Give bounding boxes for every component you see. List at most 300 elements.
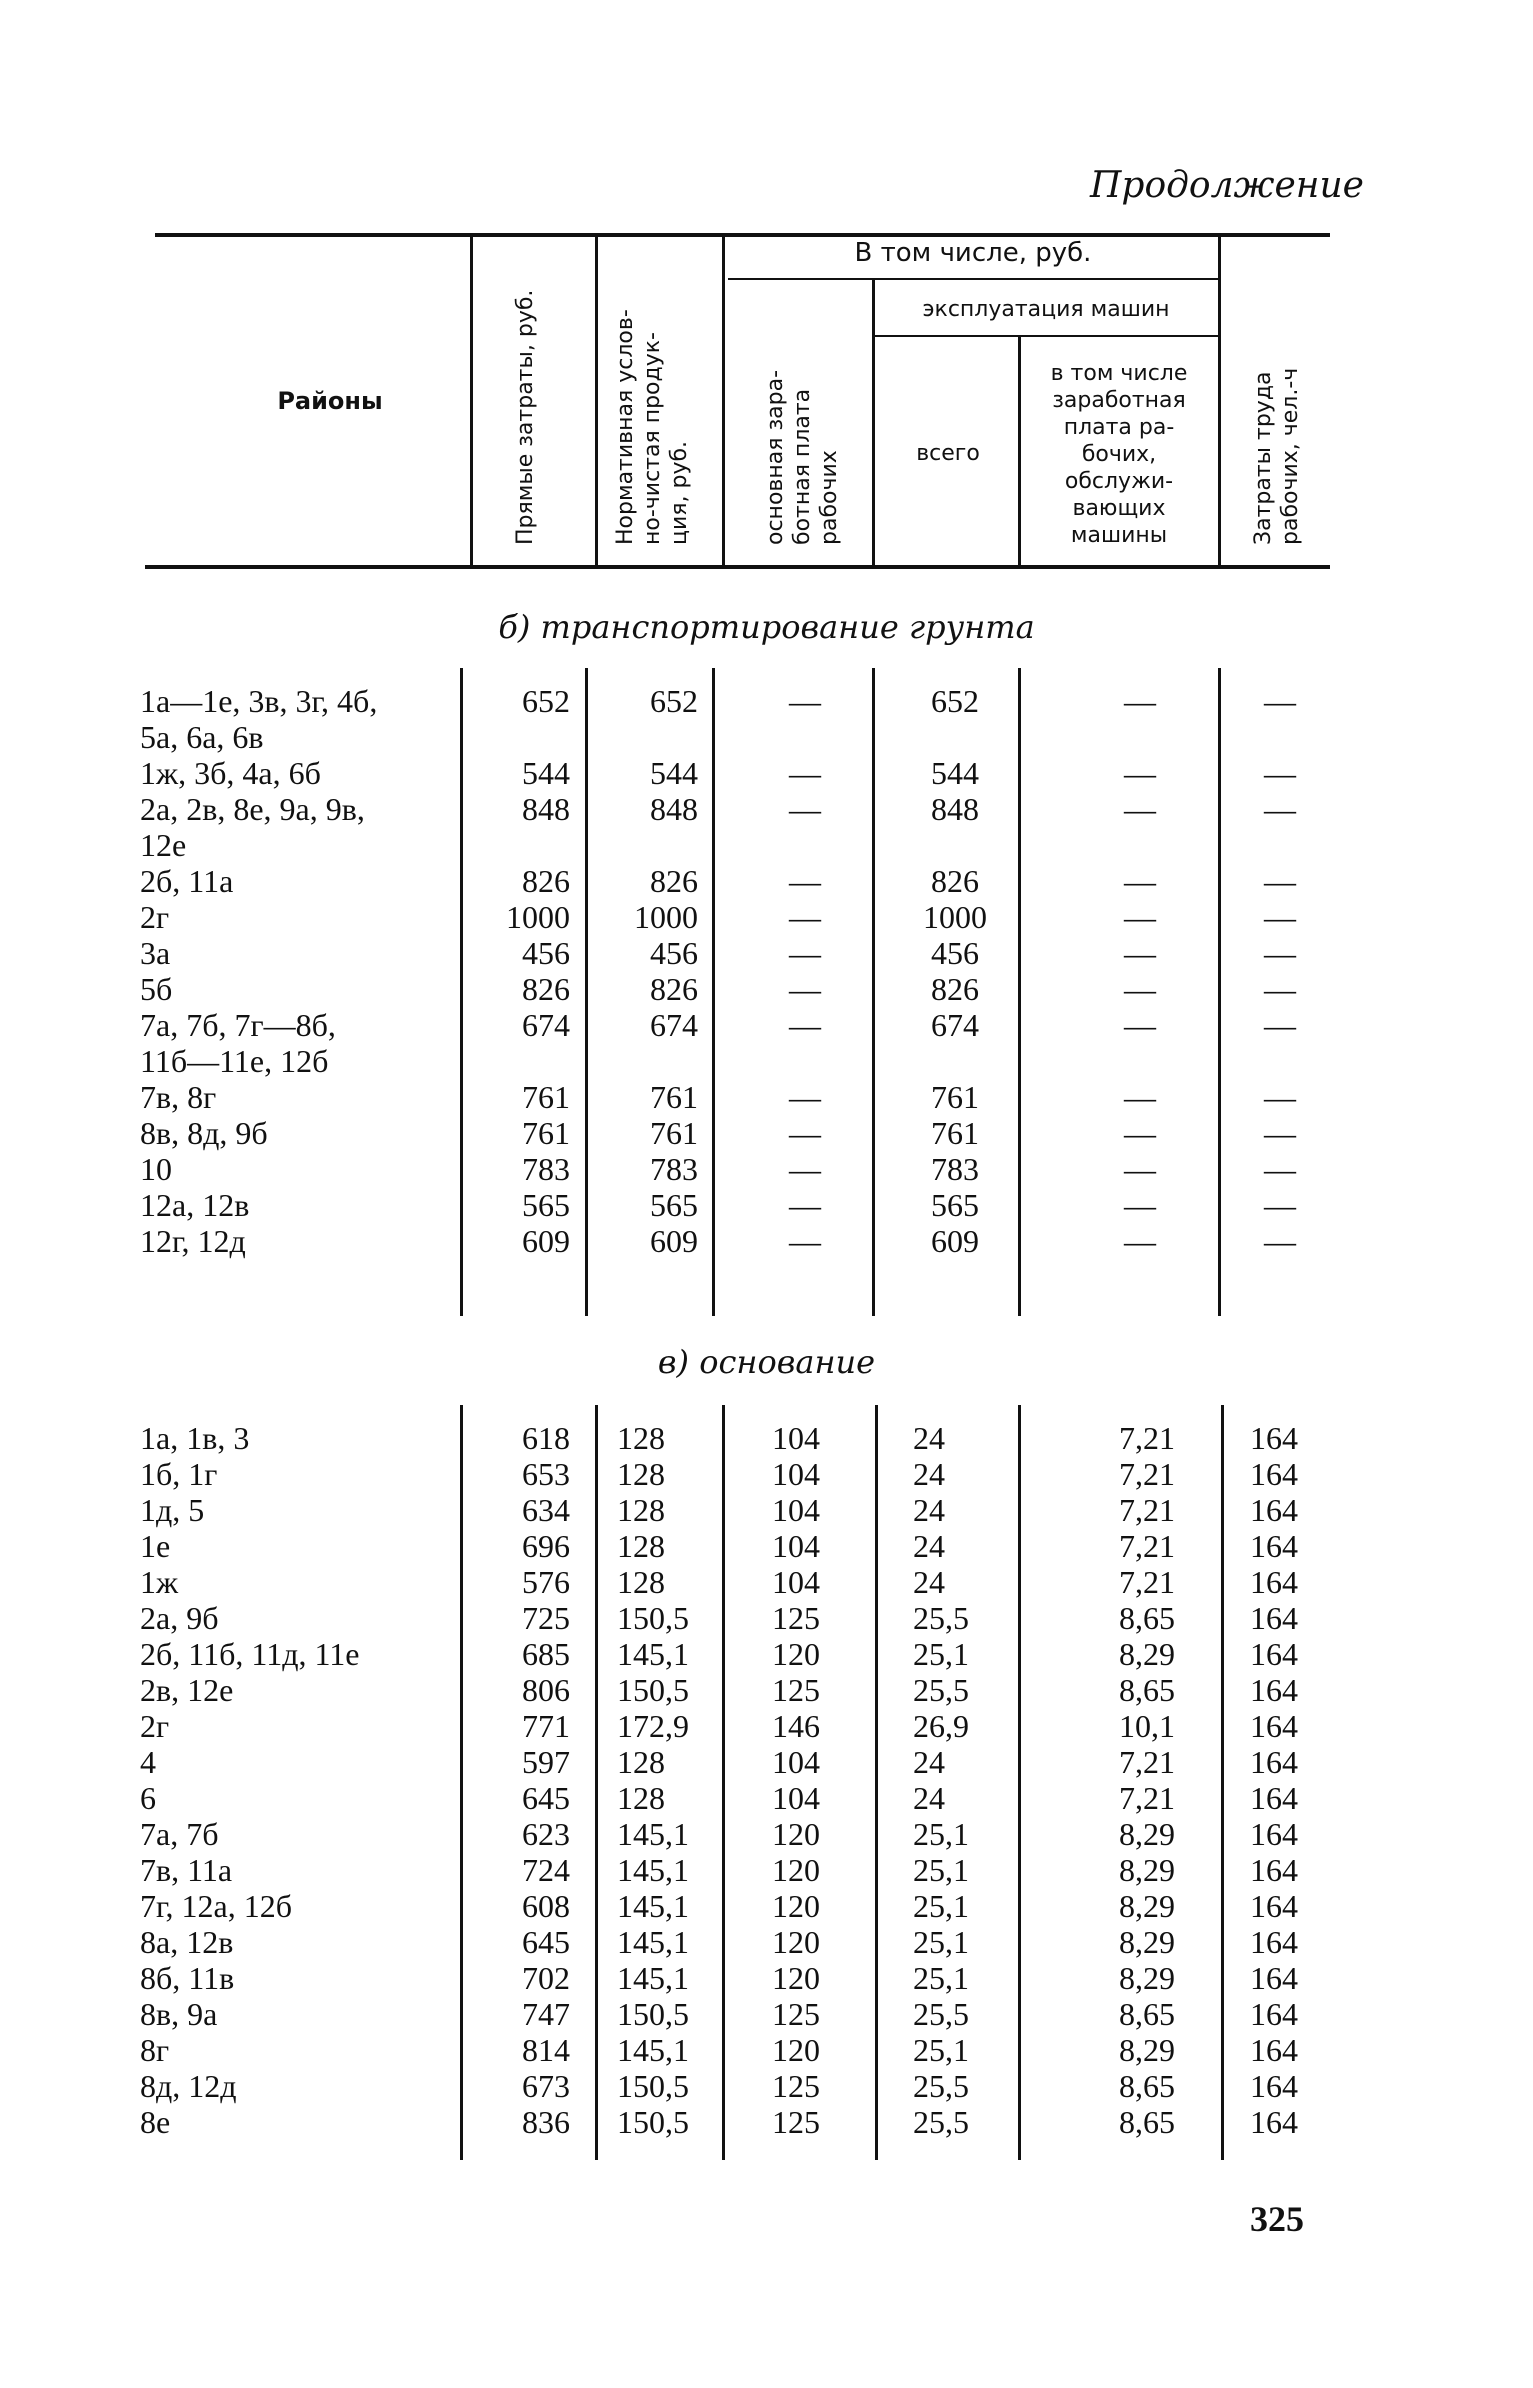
norm-product-cell: 565 (650, 1187, 698, 1223)
wage-cell: — (789, 1223, 821, 1259)
wage-cell: — (789, 899, 821, 935)
direct-cost-cell: 806 (522, 1672, 570, 1708)
table-row (0, 1564, 1533, 1600)
region-cell: 10 (140, 1151, 172, 1187)
region-cell: 1д, 5 (140, 1492, 205, 1528)
labor-cell: 164 (1250, 1852, 1298, 1888)
exploit-wage-cell: 8,65 (1119, 1600, 1175, 1636)
header-regions: Районы (277, 387, 383, 415)
section-v-title: в) основание (657, 1343, 876, 1381)
direct-cost-cell: 634 (522, 1492, 570, 1528)
header-exploit: эксплуатация машин (922, 297, 1170, 322)
region-cell: 8а, 12в (140, 1924, 234, 1960)
hdr-vline-2 (595, 233, 598, 565)
direct-cost-cell: 653 (522, 1456, 570, 1492)
incl-rule (728, 278, 1218, 280)
direct-cost-cell: 597 (522, 1744, 570, 1780)
wage-cell: 104 (772, 1780, 820, 1816)
table-row (0, 1420, 1533, 1456)
region-cell: 2б, 11б, 11д, 11е (140, 1636, 360, 1672)
region-cell: 2в, 12е (140, 1672, 234, 1708)
wage-cell: 125 (772, 2104, 820, 2140)
region-cell: 7а, 7б (140, 1816, 219, 1852)
region-cell: 7а, 7б, 7г—8б, (140, 1007, 336, 1043)
table-row (0, 1600, 1533, 1636)
labor-cell: 164 (1250, 2068, 1298, 2104)
header-incl: В том числе, руб. (854, 238, 1092, 268)
wage-cell: — (789, 935, 821, 971)
wage-cell: 120 (772, 2032, 820, 2068)
labor-cell: 164 (1250, 1492, 1298, 1528)
norm-product-cell: 128 (617, 1492, 665, 1528)
direct-cost-cell: 456 (522, 935, 570, 971)
exploit-wage-cell: — (1124, 1115, 1156, 1151)
hdr-vline-5 (1018, 335, 1021, 565)
labor-cell: 164 (1250, 1636, 1298, 1672)
norm-product-cell: 826 (650, 971, 698, 1007)
table-row (0, 1528, 1533, 1564)
exploit-total-cell: 26,9 (913, 1708, 969, 1744)
exploit-wage-cell: — (1124, 683, 1156, 719)
norm-product-cell: 145,1 (617, 1924, 689, 1960)
exploit-wage-cell: — (1124, 899, 1156, 935)
wage-cell: 120 (772, 1816, 820, 1852)
header-incl-wage (1022, 360, 1216, 549)
labor-cell: 164 (1250, 2104, 1298, 2140)
exploit-total-cell: 609 (931, 1223, 979, 1259)
wage-line: рабочих (817, 450, 842, 545)
direct-cost-cell: 836 (522, 2104, 570, 2140)
exploit-total-cell: 761 (931, 1079, 979, 1115)
exploit-wage-cell: 7,21 (1119, 1780, 1175, 1816)
exploit-total-cell: 565 (931, 1187, 979, 1223)
exploit-total-cell: 1000 (923, 899, 987, 935)
norm-product-cell: 128 (617, 1744, 665, 1780)
wage-line: основная зара- (763, 369, 788, 545)
norm-product-cell: 172,9 (617, 1708, 689, 1744)
table-row (0, 1708, 1533, 1744)
wage-cell: 120 (772, 1636, 820, 1672)
wage-cell: 104 (772, 1744, 820, 1780)
region-cell: 8г (140, 2032, 170, 2068)
norm-product-cell: 145,1 (617, 1852, 689, 1888)
exploit-wage-cell: 8,65 (1119, 1672, 1175, 1708)
direct-cost-cell: 618 (522, 1420, 570, 1456)
norm-product-cell: 145,1 (617, 1960, 689, 1996)
wage-cell: 125 (772, 1996, 820, 2032)
labor-cell: 164 (1250, 1672, 1298, 1708)
exploit-wage-cell: 7,21 (1119, 1528, 1175, 1564)
direct-cost-cell: 702 (522, 1960, 570, 1996)
exploit-total-cell: 826 (931, 863, 979, 899)
norm-product-cell: 145,1 (617, 1636, 689, 1672)
exploit-total-cell: 25,1 (913, 2032, 969, 2068)
table-row (0, 935, 1533, 971)
norm-product-cell: 145,1 (617, 1888, 689, 1924)
labor-cell: — (1264, 1187, 1296, 1223)
exploit-total-cell: 761 (931, 1115, 979, 1151)
exploit-total-cell: 25,5 (913, 2104, 969, 2140)
norm-product-cell: 145,1 (617, 2032, 689, 2068)
hdr-vline-6 (1218, 233, 1221, 565)
region-cell: 8е (140, 2104, 171, 2140)
wage-cell: 104 (772, 1456, 820, 1492)
wage-cell: — (789, 791, 821, 827)
norm-product-cell: 150,5 (617, 2104, 689, 2140)
exploit-total-cell: 848 (931, 791, 979, 827)
norm-product-cell: 544 (650, 755, 698, 791)
exploit-total-cell: 25,1 (913, 1816, 969, 1852)
region-cell: 6 (140, 1780, 156, 1816)
exploit-wage-cell: 7,21 (1119, 1420, 1175, 1456)
exploit-total-cell: 652 (931, 683, 979, 719)
norm-product-cell: 150,5 (617, 1672, 689, 1708)
norm-product-cell: 456 (650, 935, 698, 971)
direct-cost-cell: 673 (522, 2068, 570, 2104)
exploit-total-cell: 25,5 (913, 1996, 969, 2032)
labor-cell: 164 (1250, 1924, 1298, 1960)
direct-cost-cell: 623 (522, 1816, 570, 1852)
region-cell: 7г, 12а, 12б (140, 1888, 292, 1924)
labor-cell: 164 (1250, 1420, 1298, 1456)
wage-cell: 104 (772, 1564, 820, 1600)
direct-cost-cell: 685 (522, 1636, 570, 1672)
region-cell: 8в, 8д, 9б (140, 1115, 268, 1151)
wage-line: ботная плата (790, 388, 815, 545)
exploit-wage-cell: — (1124, 791, 1156, 827)
labor-line: рабочих, чел.-ч (1278, 367, 1303, 545)
table-row (0, 1115, 1533, 1151)
wage-cell: — (789, 863, 821, 899)
header-norm (612, 309, 693, 545)
direct-cost-cell: 826 (522, 971, 570, 1007)
wage-cell: 104 (772, 1528, 820, 1564)
page-number: 325 (1250, 2199, 1304, 2239)
table-row (0, 2104, 1533, 2140)
region-cell: 1б, 1г (140, 1456, 218, 1492)
exploit-wage-cell: 8,65 (1119, 1996, 1175, 2032)
wage-cell: 125 (772, 1672, 820, 1708)
region-cell: 12г, 12д (140, 1223, 246, 1259)
labor-cell: — (1264, 863, 1296, 899)
direct-cost-cell: 652 (522, 683, 570, 719)
region-cell: 7в, 8г (140, 1079, 217, 1115)
labor-cell: — (1264, 791, 1296, 827)
exploit-total-cell: 25,5 (913, 1672, 969, 1708)
table-row (0, 2032, 1533, 2068)
labor-cell: 164 (1250, 1600, 1298, 1636)
exploit-total-cell: 25,1 (913, 1960, 969, 1996)
norm-product-cell: 128 (617, 1528, 665, 1564)
direct-cost-cell: 724 (522, 1852, 570, 1888)
table-row-continued (0, 827, 1533, 863)
norm-product-cell: 783 (650, 1151, 698, 1187)
wage-cell: 120 (772, 1888, 820, 1924)
region-cell: 12а, 12в (140, 1187, 250, 1223)
exploit-total-cell: 456 (931, 935, 979, 971)
region-cell: 2б, 11а (140, 863, 234, 899)
table-row (0, 1780, 1533, 1816)
labor-cell: — (1264, 683, 1296, 719)
exploit-wage-cell: — (1124, 755, 1156, 791)
norm-product-cell: 674 (650, 1007, 698, 1043)
table-row (0, 755, 1533, 791)
header-direct: Прямые затраты, руб. (513, 289, 538, 545)
incl-wage-line: машины (1070, 523, 1168, 548)
region-cell-cont: 5а, 6а, 6в (140, 719, 264, 755)
table-row (0, 1672, 1533, 1708)
exploit-wage-cell: — (1124, 971, 1156, 1007)
wage-cell: 104 (772, 1492, 820, 1528)
incl-wage-line: вающих (1072, 496, 1166, 521)
labor-cell: — (1264, 1079, 1296, 1115)
region-cell: 2а, 9б (140, 1600, 219, 1636)
table-row (0, 1960, 1533, 1996)
region-cell: 1а, 1в, 3 (140, 1420, 250, 1456)
labor-cell: — (1264, 1223, 1296, 1259)
labor-cell: 164 (1250, 1780, 1298, 1816)
norm-product-cell: 609 (650, 1223, 698, 1259)
labor-cell: 164 (1250, 1960, 1298, 1996)
exploit-total-cell: 24 (913, 1564, 945, 1600)
labor-cell: 164 (1250, 2032, 1298, 2068)
region-cell: 8д, 12д (140, 2068, 237, 2104)
exploit-wage-cell: 8,65 (1119, 2104, 1175, 2140)
wage-cell: — (789, 683, 821, 719)
table-row (0, 863, 1533, 899)
region-cell: 3а (140, 935, 171, 971)
wage-cell: 125 (772, 1600, 820, 1636)
table-row (0, 1996, 1533, 2032)
norm-product-cell: 826 (650, 863, 698, 899)
wage-cell: — (789, 1151, 821, 1187)
direct-cost-cell: 608 (522, 1888, 570, 1924)
labor-cell: 164 (1250, 1744, 1298, 1780)
hdr-vline-1 (470, 233, 473, 565)
exploit-wage-cell: 7,21 (1119, 1564, 1175, 1600)
header-total: всего (916, 441, 980, 466)
exploit-total-cell: 24 (913, 1456, 945, 1492)
table-row (0, 1888, 1533, 1924)
region-cell: 4 (140, 1744, 156, 1780)
region-cell: 8в, 9а (140, 1996, 218, 2032)
region-cell: 2а, 2в, 8е, 9а, 9в, (140, 791, 365, 827)
wage-cell: 146 (772, 1708, 820, 1744)
wage-cell: — (789, 1079, 821, 1115)
exploit-wage-cell: 8,29 (1119, 1888, 1175, 1924)
exploit-wage-cell: — (1124, 1223, 1156, 1259)
region-cell: 7в, 11а (140, 1852, 233, 1888)
wage-cell: 125 (772, 2068, 820, 2104)
table-row (0, 1456, 1533, 1492)
norm-product-cell: 128 (617, 1564, 665, 1600)
table-row (0, 1007, 1533, 1043)
labor-cell: — (1264, 935, 1296, 971)
exploit-wage-cell: — (1124, 1079, 1156, 1115)
wage-cell: — (789, 971, 821, 1007)
exploit-total-cell: 24 (913, 1744, 945, 1780)
region-cell: 1е (140, 1528, 171, 1564)
table-row (0, 1223, 1533, 1259)
norm-line: ция, руб. (667, 440, 692, 545)
labor-line: Затраты труда (1251, 371, 1276, 545)
exploit-wage-cell: 8,29 (1119, 1960, 1175, 1996)
table-row (0, 791, 1533, 827)
table-row-continued (0, 719, 1533, 755)
hdr-vline-4 (872, 278, 875, 565)
direct-cost-cell: 761 (522, 1079, 570, 1115)
section-b-title: б) транспортирование грунта (498, 608, 1035, 646)
direct-cost-cell: 576 (522, 1564, 570, 1600)
labor-cell: — (1264, 899, 1296, 935)
region-cell: 2г (140, 1708, 170, 1744)
direct-cost-cell: 1000 (506, 899, 570, 935)
norm-product-cell: 150,5 (617, 2068, 689, 2104)
exploit-wage-cell: — (1124, 863, 1156, 899)
header-labor (1250, 368, 1304, 545)
wage-cell: — (789, 1007, 821, 1043)
direct-cost-cell: 747 (522, 1996, 570, 2032)
header-top-rule (155, 233, 1330, 237)
exploit-wage-cell: 8,29 (1119, 1924, 1175, 1960)
direct-cost-cell: 814 (522, 2032, 570, 2068)
direct-cost-cell: 761 (522, 1115, 570, 1151)
table-row (0, 899, 1533, 935)
table-row (0, 1187, 1533, 1223)
header-bottom-rule (145, 565, 1330, 569)
region-cell: 5б (140, 971, 173, 1007)
norm-product-cell: 145,1 (617, 1816, 689, 1852)
table-row-continued (0, 1043, 1533, 1079)
wage-cell: — (789, 1115, 821, 1151)
direct-cost-cell: 848 (522, 791, 570, 827)
table-row (0, 1852, 1533, 1888)
exploit-wage-cell: — (1124, 1187, 1156, 1223)
wage-cell: 120 (772, 1924, 820, 1960)
exploit-rule (872, 335, 1220, 337)
incl-wage-line: плата ра- (1063, 415, 1175, 440)
exploit-total-cell: 25,1 (913, 1852, 969, 1888)
exploit-total-cell: 25,5 (913, 1600, 969, 1636)
region-cell: 1ж (140, 1564, 179, 1600)
exploit-total-cell: 25,1 (913, 1924, 969, 1960)
norm-line: Нормативная услов- (613, 309, 638, 545)
region-cell: 2г (140, 899, 170, 935)
exploit-wage-cell: 8,65 (1119, 2068, 1175, 2104)
exploit-total-cell: 826 (931, 971, 979, 1007)
norm-product-cell: 761 (650, 1115, 698, 1151)
wage-cell: — (789, 755, 821, 791)
direct-cost-cell: 826 (522, 863, 570, 899)
exploit-total-cell: 25,1 (913, 1636, 969, 1672)
norm-product-cell: 128 (617, 1780, 665, 1816)
exploit-wage-cell: 8,29 (1119, 2032, 1175, 2068)
exploit-wage-cell: 8,29 (1119, 1636, 1175, 1672)
direct-cost-cell: 783 (522, 1151, 570, 1187)
labor-cell: — (1264, 1007, 1296, 1043)
exploit-wage-cell: — (1124, 1007, 1156, 1043)
hdr-vline-3 (722, 233, 725, 565)
table-row (0, 683, 1533, 719)
labor-cell: 164 (1250, 1564, 1298, 1600)
norm-product-cell: 150,5 (617, 1996, 689, 2032)
exploit-wage-cell: 10,1 (1119, 1708, 1175, 1744)
incl-wage-line: в том числе (1050, 361, 1188, 386)
norm-product-cell: 761 (650, 1079, 698, 1115)
labor-cell: 164 (1250, 1456, 1298, 1492)
direct-cost-cell: 674 (522, 1007, 570, 1043)
exploit-wage-cell: 8,29 (1119, 1852, 1175, 1888)
direct-cost-cell: 771 (522, 1708, 570, 1744)
exploit-total-cell: 674 (931, 1007, 979, 1043)
exploit-total-cell: 25,1 (913, 1888, 969, 1924)
direct-cost-cell: 696 (522, 1528, 570, 1564)
region-cell: 1а—1е, 3в, 3г, 4б, (140, 683, 378, 719)
direct-cost-cell: 544 (522, 755, 570, 791)
exploit-total-cell: 24 (913, 1420, 945, 1456)
labor-cell: — (1264, 755, 1296, 791)
exploit-wage-cell: 7,21 (1119, 1456, 1175, 1492)
exploit-total-cell: 544 (931, 755, 979, 791)
norm-product-cell: 150,5 (617, 1600, 689, 1636)
wage-cell: 104 (772, 1420, 820, 1456)
labor-cell: — (1264, 971, 1296, 1007)
wage-cell: 120 (772, 1960, 820, 1996)
exploit-total-cell: 25,5 (913, 2068, 969, 2104)
region-cell: 8б, 11в (140, 1960, 235, 1996)
norm-product-cell: 652 (650, 683, 698, 719)
exploit-total-cell: 783 (931, 1151, 979, 1187)
labor-cell: — (1264, 1115, 1296, 1151)
direct-cost-cell: 565 (522, 1187, 570, 1223)
norm-product-cell: 128 (617, 1456, 665, 1492)
direct-cost-cell: 645 (522, 1924, 570, 1960)
exploit-wage-cell: — (1124, 1151, 1156, 1187)
exploit-wage-cell: 8,29 (1119, 1816, 1175, 1852)
labor-cell: 164 (1250, 1528, 1298, 1564)
direct-cost-cell: 645 (522, 1780, 570, 1816)
exploit-wage-cell: 7,21 (1119, 1492, 1175, 1528)
direct-cost-cell: 725 (522, 1600, 570, 1636)
exploit-total-cell: 24 (913, 1492, 945, 1528)
incl-wage-line: бочих, (1081, 442, 1157, 467)
exploit-total-cell: 24 (913, 1780, 945, 1816)
norm-product-cell: 1000 (634, 899, 698, 935)
labor-cell: 164 (1250, 1996, 1298, 2032)
exploit-wage-cell: — (1124, 935, 1156, 971)
continuation-label: Продолжение (1090, 165, 1364, 206)
table-row (0, 1492, 1533, 1528)
table-row (0, 1151, 1533, 1187)
table-row (0, 971, 1533, 1007)
labor-cell: 164 (1250, 1708, 1298, 1744)
table-row (0, 1816, 1533, 1852)
labor-cell: 164 (1250, 1888, 1298, 1924)
table-row (0, 1744, 1533, 1780)
region-cell-cont: 12е (140, 827, 187, 863)
labor-cell: 164 (1250, 1816, 1298, 1852)
norm-product-cell: 128 (617, 1420, 665, 1456)
labor-cell: — (1264, 1151, 1296, 1187)
header-wage (762, 370, 843, 545)
region-cell: 1ж, 3б, 4а, 6б (140, 755, 321, 791)
incl-wage-line: заработная (1052, 388, 1186, 413)
wage-cell: — (789, 1187, 821, 1223)
exploit-wage-cell: 7,21 (1119, 1744, 1175, 1780)
wage-cell: 120 (772, 1852, 820, 1888)
norm-product-cell: 848 (650, 791, 698, 827)
table-row (0, 1924, 1533, 1960)
